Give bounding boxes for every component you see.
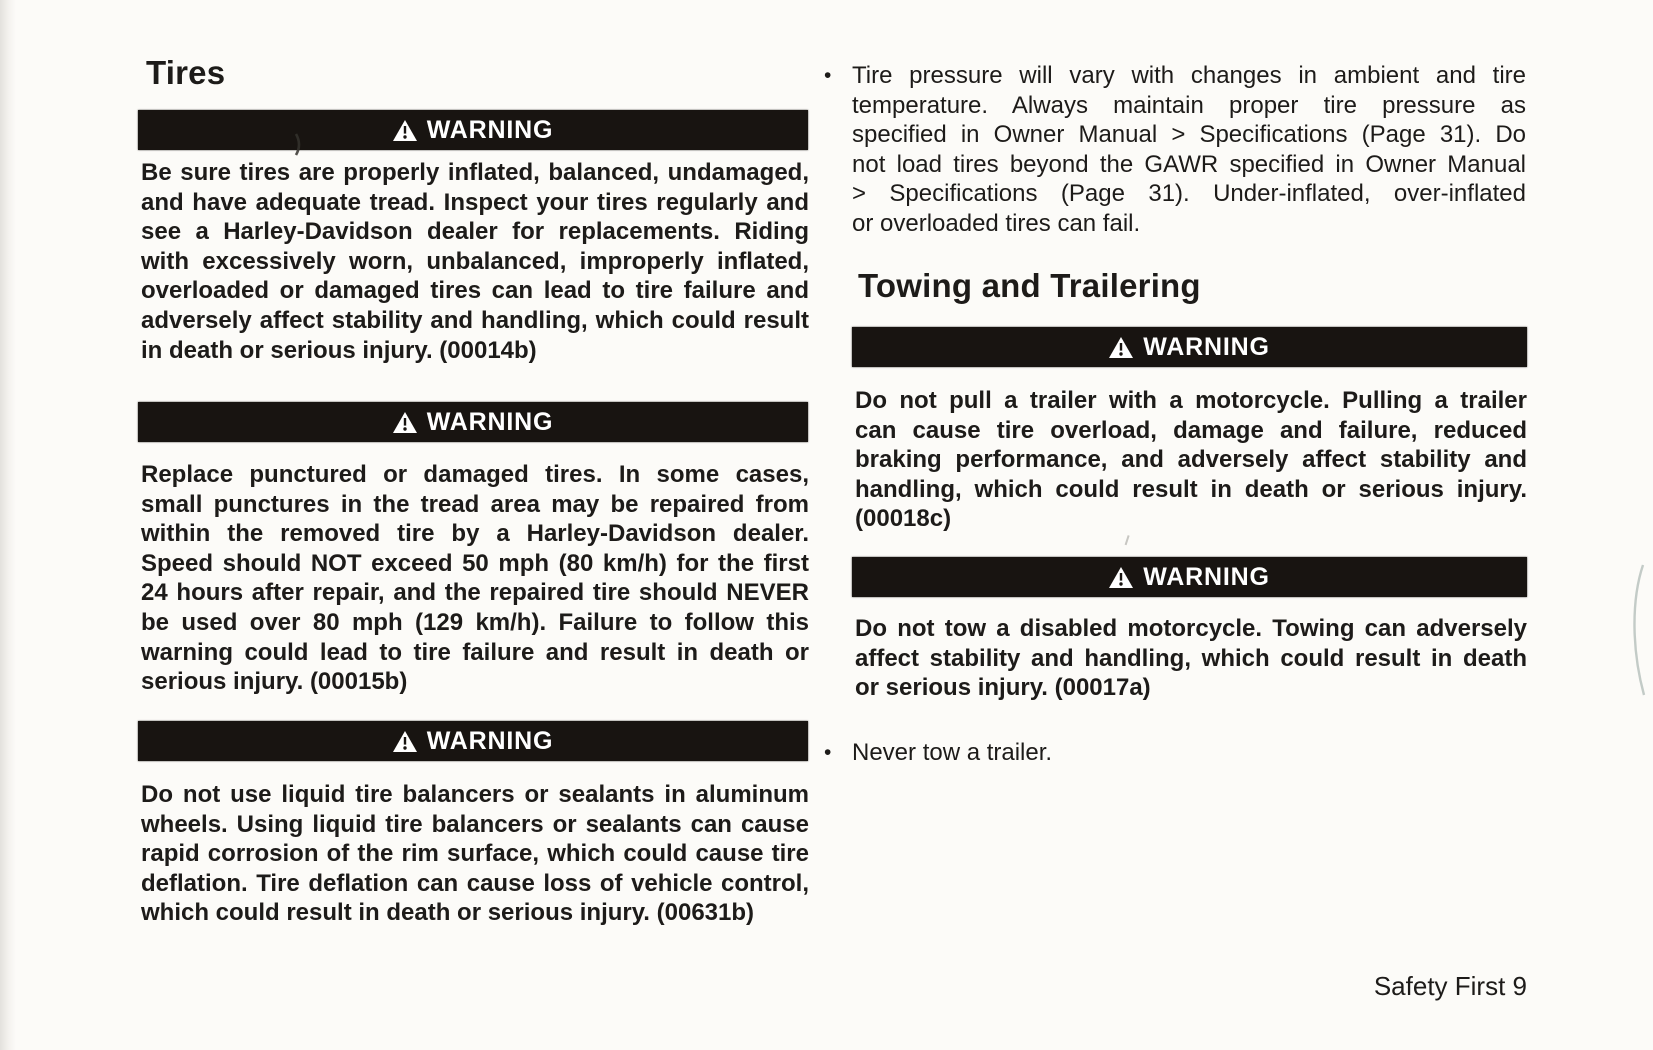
bullet-dot: • [824, 64, 832, 87]
warning-banner-tires-2 [138, 402, 808, 442]
warning-text-tires-puncture: Replace punctured or damaged tires. In some cases, small punctures in the tread area may be repaired from within the removed tire by a Harley-Davidson dealer. Speed should NOT exceed 50 mph (80 km/h) for the first 24 hours after repair, and the repaired tire should NEVER be used over 80 mph (129 km/h). Failure to follow this warning could lead to tire failure and result in death or serious injury. (00015b) [141, 461, 809, 696]
warning-text-tires-sealants: Do not use liquid tire balancers or sealants in aluminum wheels. Using liquid tire balancers or sealants can cause rapid corrosion of the rim surface, which could cause tire deflation. Tire deflation can cause loss of vehicle control, which could result in death or serious injury. (00631b) [141, 781, 809, 927]
page-footer: Safety First 9 [1373, 971, 1527, 1001]
scan-scratch [1628, 563, 1648, 698]
warning-triangle-icon [393, 731, 417, 752]
bullet-item-never-tow [824, 738, 1526, 768]
bullet-text-tire-pressure: Tire pressure will vary with changes in ambient and tire temperature. Always maintain proper tire pressure as specified in Owner Manual > Specifications (Page 31). Do not load tires beyond the GAWR specified in Owner Manual > Specifications (Page 31). Under-inflated, over-inflated or overloaded tires can fail. [852, 62, 1526, 237]
section-heading-tires: Tires [146, 54, 226, 91]
warning-text-towing-disabled: Do not tow a disabled motorcycle. Towing can adversely affect stability and handling, which could result in death or serious injury. (00017a) [855, 615, 1527, 702]
section-heading-towing: Towing and Trailering [858, 267, 1201, 304]
bullet-text-never-tow: Never tow a trailer. [852, 739, 1053, 766]
scan-edge-shadow [0, 0, 16, 1050]
warning-text-tires-inflation: Be sure tires are properly inflated, balanced, undamaged, and have adequate tread. Inspect your tires regularly and see a Harley-Davidson dealer for replacements. Riding with excessively worn, unbalanced, improperly inflated, overloaded or damaged tires can lead to tire failure and adversely affect stability and handling, which could result in death or serious injury. (00014b) [141, 159, 809, 364]
warning-text-towing-trailer: Do not pull a trailer with a motorcycle. Pulling a trailer can cause tire overload, damage and failure, reduced braking performance, and adversely affect stability and handling, which could result in death or serious injury. (00018c) [855, 387, 1527, 533]
bullet-item-tire-pressure [824, 61, 1526, 239]
warning-banner-label: WARNING [1143, 563, 1270, 591]
warning-banner-tires-3 [138, 721, 808, 761]
warning-triangle-icon [1109, 337, 1133, 358]
warning-triangle-icon [393, 120, 417, 141]
warning-banner-towing-1 [852, 327, 1527, 367]
warning-banner-tires-1 [138, 110, 808, 150]
warning-banner-label: WARNING [426, 727, 554, 755]
warning-banner-label: WARNING [426, 408, 554, 436]
warning-triangle-icon [1109, 567, 1133, 588]
scan-speck [1125, 535, 1135, 547]
warning-banner-label: WARNING [1143, 333, 1270, 361]
warning-triangle-icon [393, 412, 417, 433]
warning-banner-label: WARNING [426, 116, 554, 144]
bullet-dot: • [824, 741, 832, 764]
warning-banner-towing-2 [852, 557, 1527, 597]
